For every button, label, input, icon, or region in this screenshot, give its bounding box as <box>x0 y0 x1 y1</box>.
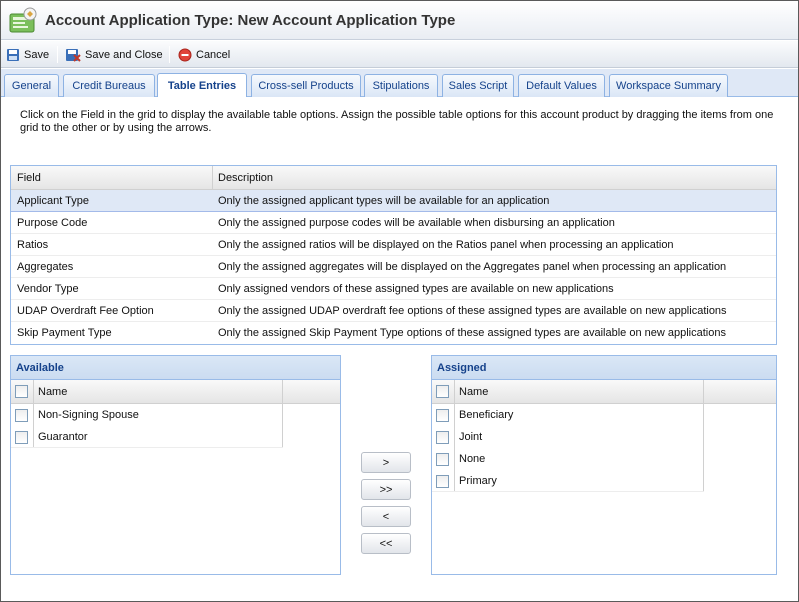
column-header-description[interactable]: Description <box>218 172 274 184</box>
save-button[interactable] <box>6 45 49 64</box>
move-left-button[interactable]: < <box>361 506 411 527</box>
move-all-right-button[interactable]: >> <box>361 479 411 500</box>
column-divider <box>454 448 455 470</box>
toolbar <box>1 41 798 68</box>
move-all-left-button[interactable]: << <box>361 533 411 554</box>
column-divider <box>703 448 704 470</box>
field-cell: UDAP Overdraft Fee Option <box>17 305 154 317</box>
item-checkbox[interactable] <box>436 431 449 444</box>
tab-table-entries[interactable]: Table Entries <box>157 73 247 97</box>
column-divider <box>454 404 455 426</box>
table-row[interactable] <box>11 322 776 344</box>
tab-general[interactable]: General <box>4 74 59 97</box>
cancel-button[interactable] <box>178 45 230 64</box>
field-cell: Aggregates <box>17 261 74 273</box>
column-divider <box>282 404 283 426</box>
field-cell: Purpose Code <box>17 217 88 229</box>
available-panel <box>10 355 341 575</box>
available-select-all-checkbox[interactable] <box>15 385 28 398</box>
save-label: Save <box>24 48 50 61</box>
available-column-name[interactable]: Name <box>38 386 68 398</box>
column-header-field[interactable]: Field <box>17 172 41 184</box>
tab-strip <box>1 69 798 97</box>
application-type-icon <box>7 5 39 37</box>
tab-default-values[interactable]: Default Values <box>518 74 605 97</box>
list-item[interactable] <box>11 404 283 426</box>
table-entries-grid <box>10 165 777 345</box>
save-icon <box>6 48 20 62</box>
column-divider <box>282 380 283 403</box>
field-cell: Skip Payment Type <box>17 327 112 339</box>
move-right-button[interactable]: > <box>361 452 411 473</box>
item-name: None <box>459 453 486 465</box>
column-divider <box>282 426 283 447</box>
column-divider <box>703 470 704 491</box>
tab-cross-sell-products[interactable]: Cross-sell Products <box>251 74 361 97</box>
column-divider <box>454 380 455 403</box>
item-checkbox[interactable] <box>15 409 28 422</box>
item-name: Guarantor <box>38 431 88 443</box>
save-and-close-icon <box>65 48 81 62</box>
assigned-column-name[interactable]: Name <box>459 386 489 398</box>
tab-credit-bureaus[interactable]: Credit Bureaus <box>63 74 155 97</box>
description-cell: Only the assigned aggregates will be displayed on the Aggregates panel when processing an application <box>218 261 727 273</box>
table-row[interactable] <box>11 234 776 256</box>
column-divider <box>703 380 704 403</box>
field-cell: Ratios <box>17 239 49 251</box>
item-checkbox[interactable] <box>436 409 449 422</box>
title-bar <box>1 1 798 40</box>
assigned-select-all-checkbox[interactable] <box>436 385 449 398</box>
description-cell: Only the assigned purpose codes will be available when disbursing an application <box>218 217 615 229</box>
assigned-panel <box>431 355 777 575</box>
description-cell: Only the assigned applicant types will be available for an application <box>218 195 550 207</box>
item-checkbox[interactable] <box>15 431 28 444</box>
table-row[interactable] <box>11 256 776 278</box>
page-title: Account Application Type: New Account Application Type <box>45 12 456 29</box>
toolbar-separator <box>57 46 58 63</box>
column-divider <box>33 404 34 426</box>
tab-stipulations[interactable]: Stipulations <box>364 74 438 97</box>
column-divider <box>33 380 34 403</box>
save-and-close-button[interactable] <box>65 45 163 64</box>
column-divider <box>703 426 704 448</box>
item-name: Non-Signing Spouse <box>38 409 139 421</box>
column-divider <box>454 426 455 448</box>
table-row[interactable] <box>11 300 776 322</box>
available-list-header <box>11 380 340 404</box>
column-divider <box>703 404 704 426</box>
list-item[interactable] <box>11 426 283 448</box>
description-cell: Only the assigned Skip Payment Type options of these assigned types are available on new applications <box>218 327 726 339</box>
list-item[interactable] <box>432 426 704 448</box>
list-item[interactable] <box>432 470 704 492</box>
table-row[interactable] <box>11 190 776 212</box>
column-divider <box>33 426 34 447</box>
item-name: Primary <box>459 475 497 487</box>
grid-header <box>11 166 776 190</box>
assigned-panel-title: Assigned <box>432 356 776 380</box>
column-divider <box>454 470 455 491</box>
instructions-text: Click on the Field in the grid to display the available table options. Assign the possible table options for this account product by dragging the items from one grid to the other or by using the arrows. <box>20 109 774 134</box>
available-panel-title: Available <box>11 356 340 380</box>
list-item[interactable] <box>432 448 704 470</box>
field-cell: Applicant Type <box>17 195 89 207</box>
item-checkbox[interactable] <box>436 475 449 488</box>
cancel-icon <box>178 48 192 62</box>
item-name: Joint <box>459 431 483 443</box>
tab-workspace-summary[interactable]: Workspace Summary <box>609 74 728 97</box>
assigned-list-header <box>432 380 776 404</box>
table-row[interactable] <box>11 278 776 300</box>
tab-sales-script[interactable]: Sales Script <box>442 74 514 97</box>
table-row[interactable] <box>11 212 776 234</box>
description-cell: Only the assigned UDAP overdraft fee options of these assigned types are available on new applications <box>218 305 727 317</box>
field-cell: Vendor Type <box>17 283 79 295</box>
toolbar-separator <box>169 46 170 63</box>
list-item[interactable] <box>432 404 704 426</box>
description-cell: Only the assigned ratios will be displayed on the Ratios panel when processing an application <box>218 239 674 251</box>
cancel-label: Cancel <box>196 48 231 61</box>
item-name: Beneficiary <box>459 409 514 421</box>
save-and-close-label: Save and Close <box>85 48 163 61</box>
description-cell: Only assigned vendors of these assigned types are available on new applications <box>218 283 614 295</box>
item-checkbox[interactable] <box>436 453 449 466</box>
